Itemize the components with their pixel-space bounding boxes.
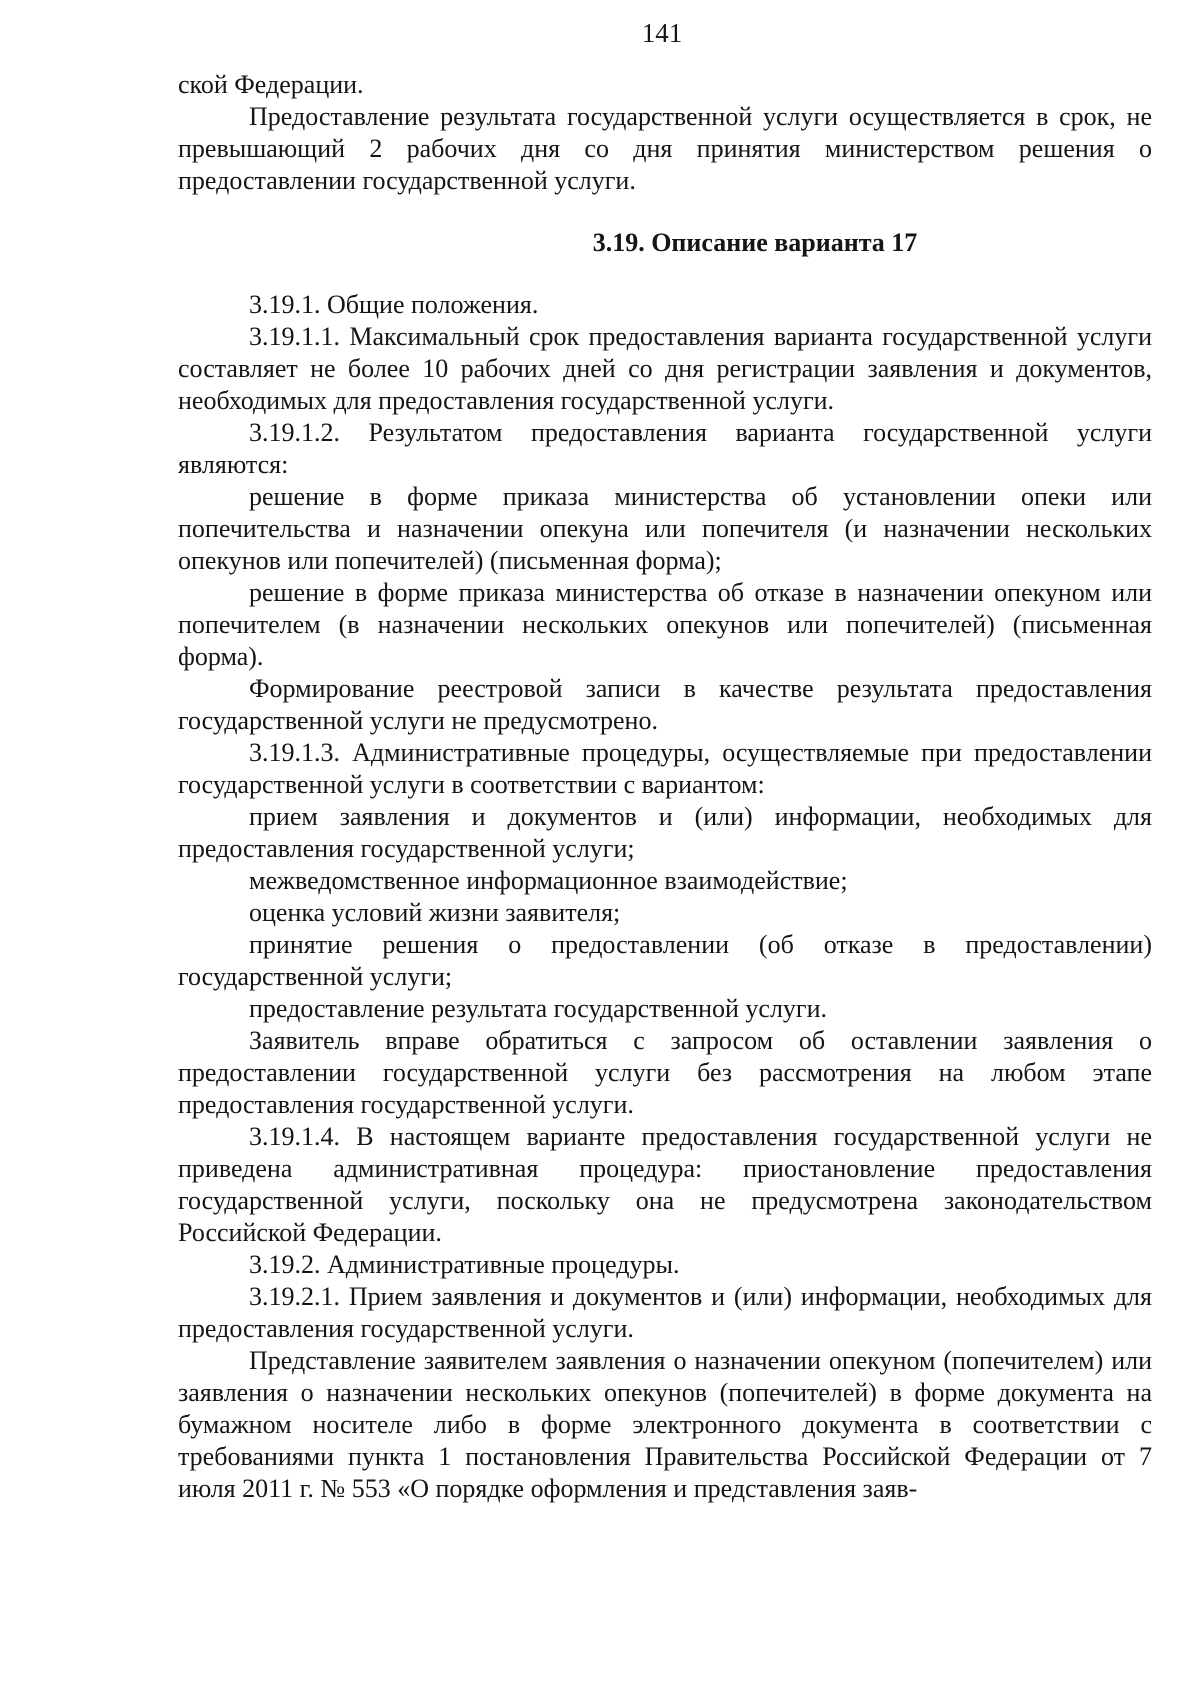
paragraph: ской Федерации. (178, 70, 364, 99)
section-heading: 3.19. Описание варианта 17 (592, 228, 918, 257)
paragraph: Формирование реестровой записи в качестве результата предоставления государственной услуги не предусмотрено. (178, 674, 1152, 735)
paragraph: оценка условий жизни заявителя; (249, 898, 621, 927)
paragraph: 3.19.1. Общие положения. (249, 290, 539, 319)
paragraph: принятие решения о предоставлении (об отказе в предоставлении) государственной услуги; (178, 930, 1152, 991)
page-number: 141 (641, 18, 683, 48)
paragraph: решение в форме приказа министерства об отказе в назначении опекуном или попечителем (в назначении нескольких опекунов или попечителей) (письменная форма). (178, 578, 1152, 671)
paragraph: 3.19.2. Административные процедуры. (249, 1250, 680, 1279)
paragraph: Заявитель вправе обратиться с запросом об оставлении заявления о предоставлении государственной услуги без рассмотрения на любом этапе предоставления государственной услуги. (178, 1026, 1152, 1119)
paragraph: Представление заявителем заявления о назначении опекуном (попечителем) или заявления о назначении нескольких опекунов (попечителей) в форме документа на бумажном носителе либо в форме электронного документа в соответствии с требованиями пункта 1 постановления Правительства Российской Федерации от 7 июля 2011 г. № 553 «О порядке оформления и представления заяв- (178, 1346, 1152, 1503)
paragraph: предоставление результата государственной услуги. (249, 994, 828, 1023)
paragraph: решение в форме приказа министерства об установлении опеки или попечительства и назначении опекуна или попечителя (и назначении нескольких опекунов или попечителей) (письменная форма); (178, 482, 1152, 575)
paragraph: 3.19.1.2. Результатом предоставления варианта государственной услуги являются: (178, 418, 1152, 479)
top-paragraphs (178, 69, 1152, 197)
paragraph: 3.19.1.3. Административные процедуры, осуществляемые при предоставлении государственной услуги в соответствии с вариантом: (178, 738, 1152, 799)
paragraph: прием заявления и документов и (или) информации, необходимых для предоставления государственной услуги; (178, 802, 1152, 863)
paragraph: 3.19.1.4. В настоящем варианте предоставления государственной услуги не приведена административная процедура: приостановление предоставления государственной услуги, поскольку она не предусмотрена законодательством Российской Федерации. (178, 1122, 1152, 1247)
section-body (178, 289, 1152, 1505)
paragraph: Предоставление результата государственной услуги осуществляется в срок, не превышающий 2 рабочих дня со дня принятия министерством решения о предоставлении государственной услуги. (178, 102, 1152, 195)
paragraph: 3.19.2.1. Прием заявления и документов и (или) информации, необходимых для предоставления государственной услуги. (178, 1282, 1152, 1343)
page-content (178, 69, 1152, 1505)
paragraph: 3.19.1.1. Максимальный срок предоставления варианта государственной услуги составляет не более 10 рабочих дней со дня регистрации заявления и документов, необходимых для предоставления государственной услуги. (178, 322, 1152, 415)
paragraph: межведомственное информационное взаимодействие; (249, 866, 848, 895)
